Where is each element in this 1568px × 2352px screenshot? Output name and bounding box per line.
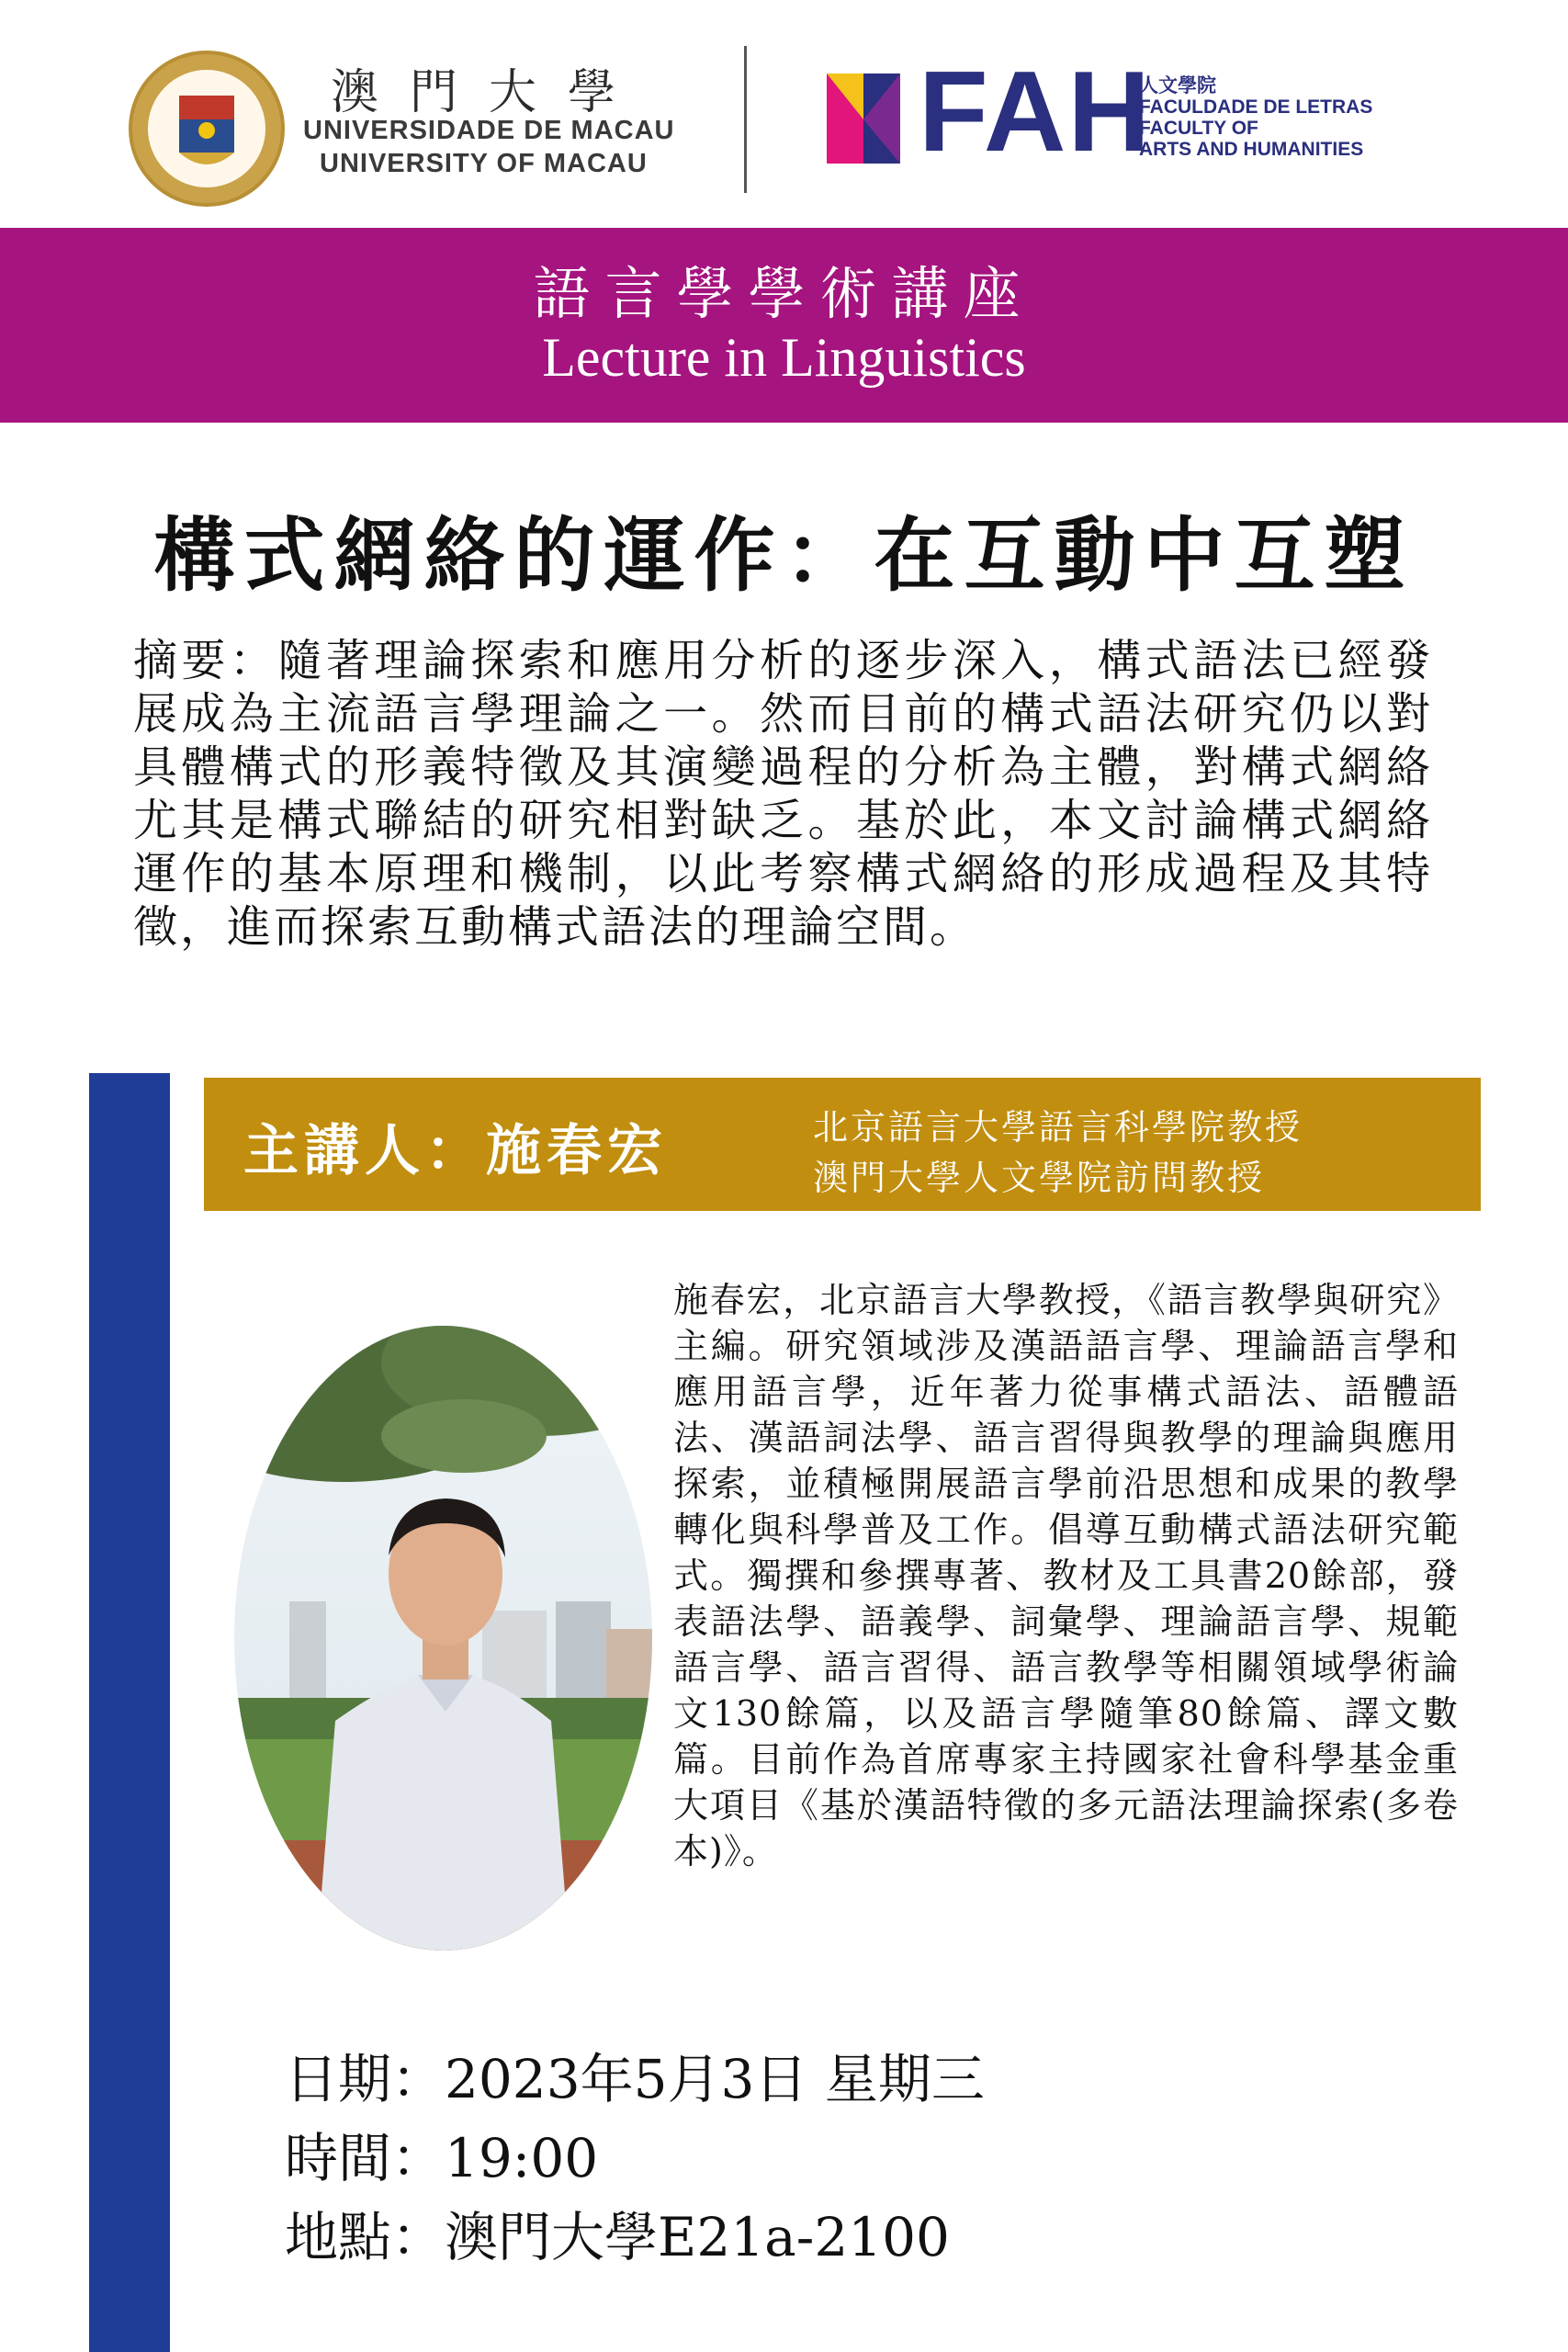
event-details	[285, 2040, 985, 2277]
speaker-affiliation-1: 北京語言大學語言科學院教授	[813, 1107, 1303, 1148]
lecture-abstract: 摘要：隨著理論探索和應用分析的逐步深入，構式語法已經發展成為主流語言學理論之一。然而目前的構式語法研究仍以對具體構式的形義特徵及其演變過程的分析為主體，對構式網絡尤其是構式聯結的研究相對缺乏。基於此，本文討論構式網絡運作的基本原理和機制，以此考察構式網絡的形成過程及其特徵，進而探索互動構式語法的理論空間。	[133, 635, 1433, 953]
speaker-portrait-image	[234, 1326, 652, 1951]
fah-name-pt: FACULDADE DE LETRAS	[1139, 96, 1373, 118]
fah-abbreviation: FAH	[919, 49, 1152, 175]
fah-name-zh: 人文學院	[1139, 75, 1216, 96]
fah-full-name	[1139, 75, 1372, 160]
event-venue: 地點：澳門大學E21a-2100	[285, 2206, 950, 2268]
speaker-bio: 施春宏，北京語言大學教授，《語言教學與研究》主編。研究領域涉及漢語語言學、理論語言學和應用語言學，近年著力從事構式語法、語體語法、漢語詞法學、語言習得與教學的理論與應用探索，並積極開展語言學前沿思想和成果的教學轉化與科學普及工作。倡導互動構式語法研究範式。獨撰和參撰專著、教材及工具書20餘部，發表語法學、語義學、詞彙學、理論語言學、規範語言學、語言習得、語言教學等相關領域學術論文130餘篇，以及語言學隨筆80餘篇、譯文數篇。目前作為首席專家主持國家社會科學基金重大項目《基於漢語特徵的多元語法理論探索(多卷本)》。	[673, 1280, 1459, 1871]
seal-inner	[145, 67, 268, 190]
fah-name-en-1: FACULTY OF	[1139, 118, 1258, 139]
university-name-en: UNIVERSITY OF MACAU	[320, 149, 648, 178]
crest-icon	[148, 70, 265, 187]
speaker-photo	[234, 1326, 652, 1951]
fah-logo-icon	[827, 74, 900, 167]
header-divider	[744, 46, 747, 193]
lecture-title: 構式網絡的運作：在互動中互塑	[153, 507, 1415, 603]
banner-title-zh: 語言學學術講座	[533, 260, 1035, 327]
speaker-label: 主講人：施春宏	[243, 1119, 668, 1183]
banner-title-en: Lecture in Linguistics	[542, 327, 1026, 388]
fah-name-en-2: ARTS AND HUMANITIES	[1139, 139, 1364, 160]
university-name-zh: 澳門大學	[331, 65, 648, 120]
speaker-affiliation-2: 澳門大學人文學院訪問教授	[813, 1158, 1266, 1198]
event-time: 時間：19:00	[285, 2127, 599, 2189]
university-seal-icon	[129, 51, 285, 207]
event-date: 日期：2023年5月3日 星期三	[285, 2048, 985, 2110]
university-name-pt: UNIVERSIDADE DE MACAU	[303, 116, 675, 145]
decorative-left-bar	[89, 1073, 170, 2352]
